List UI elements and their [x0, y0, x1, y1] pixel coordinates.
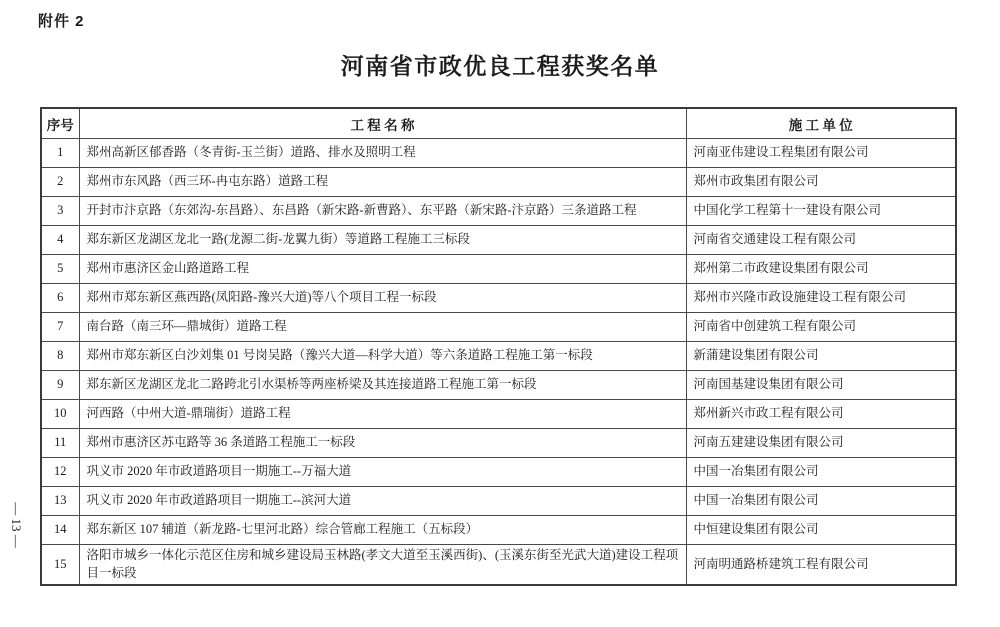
- table-body: [41, 139, 956, 586]
- table-header-row: [41, 108, 956, 139]
- row-number-cell: 2: [41, 168, 79, 197]
- project-name-cell: 巩义市 2020 年市政道路项目一期施工--滨河大道: [79, 487, 686, 516]
- table-row: [41, 255, 956, 284]
- project-name-cell: 郑州市郑东新区白沙刘集 01 号岗吴路（豫兴大道—科学大道）等六条道路工程施工第一标段: [79, 342, 686, 371]
- project-name-cell: 郑州市惠济区金山路道路工程: [79, 255, 686, 284]
- project-name-cell: 南台路（南三环—鼎城街）道路工程: [79, 313, 686, 342]
- table-row: [41, 284, 956, 313]
- row-number-cell: 9: [41, 371, 79, 400]
- table-row: [41, 313, 956, 342]
- contractor-cell: 河南明通路桥建筑工程有限公司: [686, 545, 956, 586]
- table-row: [41, 226, 956, 255]
- contractor-cell: 郑州第二市政建设集团有限公司: [686, 255, 956, 284]
- contractor-cell: 河南国基建设集团有限公司: [686, 371, 956, 400]
- project-name-cell: 郑州市郑东新区燕西路(凤阳路-豫兴大道)等八个项目工程一标段: [79, 284, 686, 313]
- contractor-cell: 中恒建设集团有限公司: [686, 516, 956, 545]
- table-row: [41, 139, 956, 168]
- attachment-label: 附件 2: [38, 13, 85, 30]
- table-row: [41, 429, 956, 458]
- project-name-cell: 郑州市惠济区苏屯路等 36 条道路工程施工一标段: [79, 429, 686, 458]
- row-number-cell: 6: [41, 284, 79, 313]
- page-title: 河南省市政优良工程获奖名单: [340, 53, 660, 79]
- row-number-cell: 3: [41, 197, 79, 226]
- table-row: [41, 168, 956, 197]
- row-number-cell: 14: [41, 516, 79, 545]
- row-number-cell: 12: [41, 458, 79, 487]
- table-row: [41, 545, 956, 586]
- column-header-contractor: 施 工 单 位: [686, 108, 956, 139]
- contractor-cell: 郑州市兴隆市政设施建设工程有限公司: [686, 284, 956, 313]
- project-name-cell: 洛阳市城乡一体化示范区住房和城乡建设局玉林路(孝文大道至玉溪西街)、(玉溪东街至光武大道)建设工程项目一标段: [79, 545, 686, 586]
- award-table: [40, 107, 957, 586]
- contractor-cell: 新蒲建设集团有限公司: [686, 342, 956, 371]
- row-number-cell: 11: [41, 429, 79, 458]
- project-name-cell: 郑州市东风路（西三环-冉屯东路）道路工程: [79, 168, 686, 197]
- row-number-cell: 7: [41, 313, 79, 342]
- table-row: [41, 371, 956, 400]
- contractor-cell: 郑州市政集团有限公司: [686, 168, 956, 197]
- project-name-cell: 郑东新区龙湖区龙北一路(龙源二街-龙翼九街）等道路工程施工三标段: [79, 226, 686, 255]
- project-name-cell: 开封市汴京路（东郊沟-东昌路）、东昌路（新宋路-新曹路）、东平路（新宋路-汴京路）三条道路工程: [79, 197, 686, 226]
- page-number: — 13 —: [9, 502, 24, 548]
- contractor-cell: 河南省中创建筑工程有限公司: [686, 313, 956, 342]
- table-row: [41, 400, 956, 429]
- row-number-cell: 13: [41, 487, 79, 516]
- table-row: [41, 197, 956, 226]
- contractor-cell: 中国化学工程第十一建设有限公司: [686, 197, 956, 226]
- contractor-cell: 中国一冶集团有限公司: [686, 458, 956, 487]
- row-number-cell: 5: [41, 255, 79, 284]
- table-row: [41, 487, 956, 516]
- project-name-cell: 郑州高新区郁香路（冬青街-玉兰街）道路、排水及照明工程: [79, 139, 686, 168]
- project-name-cell: 巩义市 2020 年市政道路项目一期施工--万福大道: [79, 458, 686, 487]
- row-number-cell: 4: [41, 226, 79, 255]
- contractor-cell: 河南亚伟建设工程集团有限公司: [686, 139, 956, 168]
- table-row: [41, 458, 956, 487]
- row-number-cell: 10: [41, 400, 79, 429]
- contractor-cell: 中国一冶集团有限公司: [686, 487, 956, 516]
- column-header-no: 序号: [41, 108, 79, 139]
- contractor-cell: 河南五建建设集团有限公司: [686, 429, 956, 458]
- project-name-cell: 河西路（中州大道-鼎瑞街）道路工程: [79, 400, 686, 429]
- column-header-project: 工 程 名 称: [79, 108, 686, 139]
- contractor-cell: 郑州新兴市政工程有限公司: [686, 400, 956, 429]
- row-number-cell: 1: [41, 139, 79, 168]
- table-row: [41, 342, 956, 371]
- project-name-cell: 郑东新区龙湖区龙北二路跨北引水渠桥等两座桥梁及其连接道路工程施工第一标段: [79, 371, 686, 400]
- contractor-cell: 河南省交通建设工程有限公司: [686, 226, 956, 255]
- row-number-cell: 15: [41, 545, 79, 586]
- table-row: [41, 516, 956, 545]
- project-name-cell: 郑东新区 107 辅道（新龙路-七里河北路）综合管廊工程施工（五标段）: [79, 516, 686, 545]
- row-number-cell: 8: [41, 342, 79, 371]
